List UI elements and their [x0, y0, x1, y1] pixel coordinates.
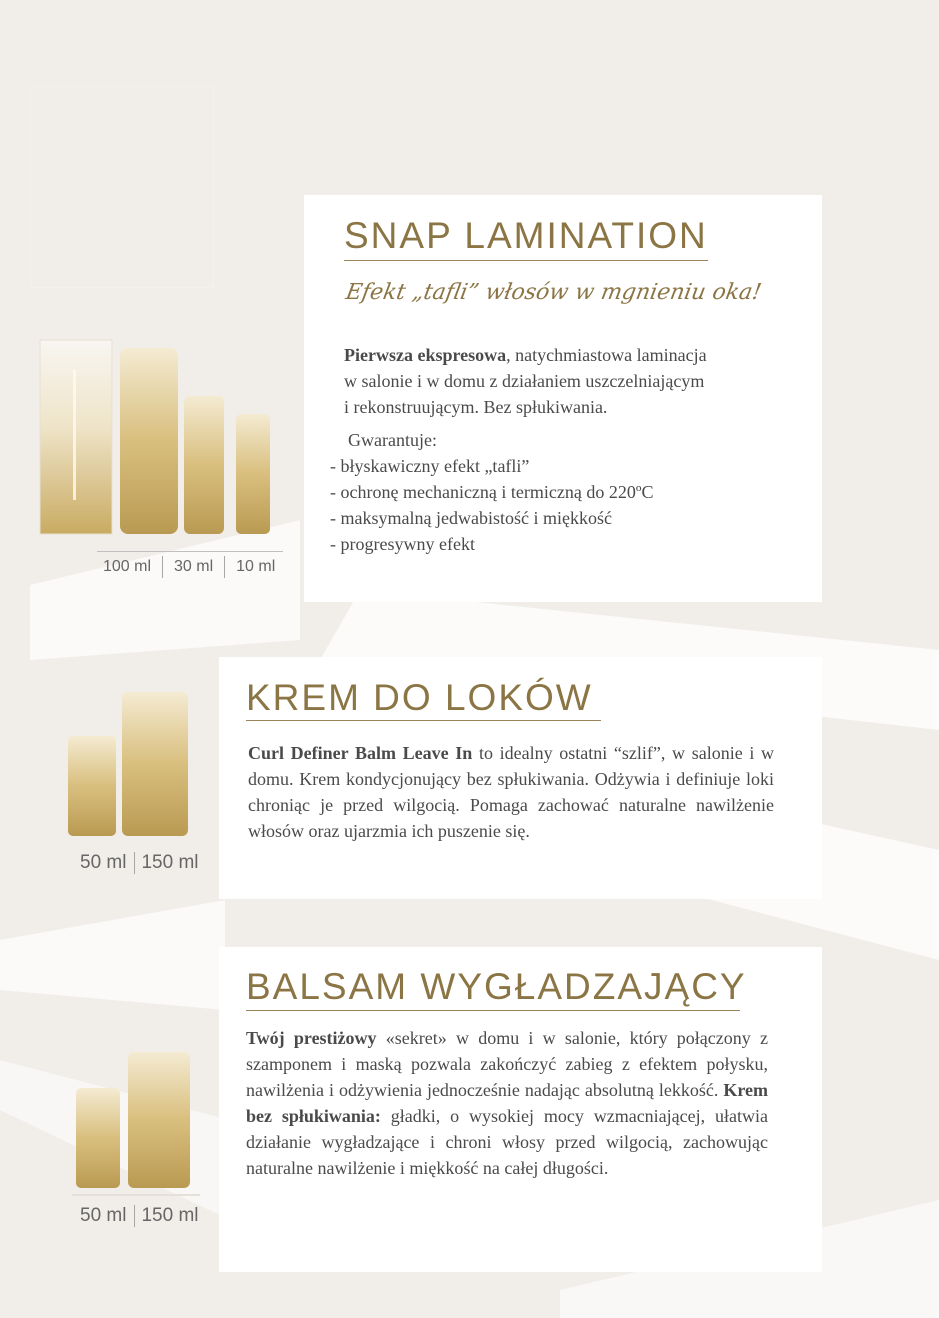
benefit-item: - ochronę mechaniczną i termiczną do 220ºC — [330, 479, 653, 505]
krem-product-name: Curl Definer Balm Leave In — [248, 743, 473, 763]
snap-intro-bold: Pierwsza ekspresowa — [344, 345, 507, 365]
size-label: 30 ml — [162, 556, 224, 578]
balsam-bold-2: Krem bez spłukiwania: — [246, 1080, 768, 1126]
snap-title-underline — [344, 260, 708, 261]
krem-sizes — [80, 852, 210, 874]
krem-description-text: to idealny ostatni “szlif”, w salonie i w domu. Krem kondycjonujący bez spłukiwania. Odżywia i definiuje loki chroniąc je przed wilgocią. Pomaga zachować naturalne nawilżenie włosów oraz ujarzmia ich puszenie się. — [248, 743, 774, 841]
benefit-item: - błyskawiczny efekt „tafli” — [330, 453, 653, 479]
benefit-item: - progresywny efekt — [330, 531, 653, 557]
decorative-frame — [30, 86, 214, 288]
size-label: 50 ml — [80, 1205, 127, 1226]
snap-intro — [344, 342, 774, 420]
krem-title-underline — [246, 720, 601, 721]
snap-intro-line1: , natychmiastowa laminacja — [506, 345, 707, 365]
snap-lamination-products-image — [36, 330, 296, 540]
size-label: 10 ml — [224, 556, 286, 578]
balsam-description — [246, 1025, 768, 1181]
size-label: 100 ml — [103, 558, 152, 575]
krem-title: KREM DO LOKÓW — [246, 677, 593, 718]
snap-guarantee-label: Gwarantuje: — [348, 430, 437, 450]
snap-tagline: Efekt „tafli” włosów w mgnieniu oka! — [343, 280, 764, 305]
snap-sizes — [103, 556, 286, 578]
balsam-title-underline — [246, 1010, 740, 1011]
snap-intro-line3: i rekonstruującym. Bez spłukiwania. — [344, 397, 608, 417]
benefit-item: - maksymalną jedwabistość i miękkość — [330, 505, 653, 531]
size-label: 150 ml — [134, 1205, 209, 1227]
snap-sizes-rule — [97, 551, 283, 552]
size-label: 150 ml — [134, 852, 209, 874]
size-label: 50 ml — [80, 852, 127, 873]
snap-intro-line2: w salonie i w domu z działaniem uszczelniającym — [344, 371, 705, 391]
balsam-bold-1: Twój prestiżowy — [246, 1028, 377, 1048]
snap-benefits-list — [330, 453, 653, 557]
balsam-sizes — [80, 1205, 210, 1227]
krem-description — [248, 740, 774, 844]
snap-lamination-title: SNAP LAMINATION — [344, 215, 708, 256]
balsam-title: BALSAM WYGŁADZAJĄCY — [246, 966, 747, 1007]
balsam-text-1: «sekret» w domu i w salonie, który połączony z szamponem i maską pozwala zakończyć zabieg z efektem połysku, nawilżenia i odżywienia jednocześnie nadając absolutną lekkość. — [246, 1028, 768, 1100]
smoothing-balm-products-image — [68, 1050, 208, 1200]
curl-definer-products-image — [64, 688, 214, 840]
balsam-text-2: gładki, o wysokiej mocy wzmacniającej, ułatwia działanie wygładzające i chroni włosy przed wilgocią, zachowując naturalne nawilżenie i miękkość na całej długości. — [246, 1106, 768, 1178]
